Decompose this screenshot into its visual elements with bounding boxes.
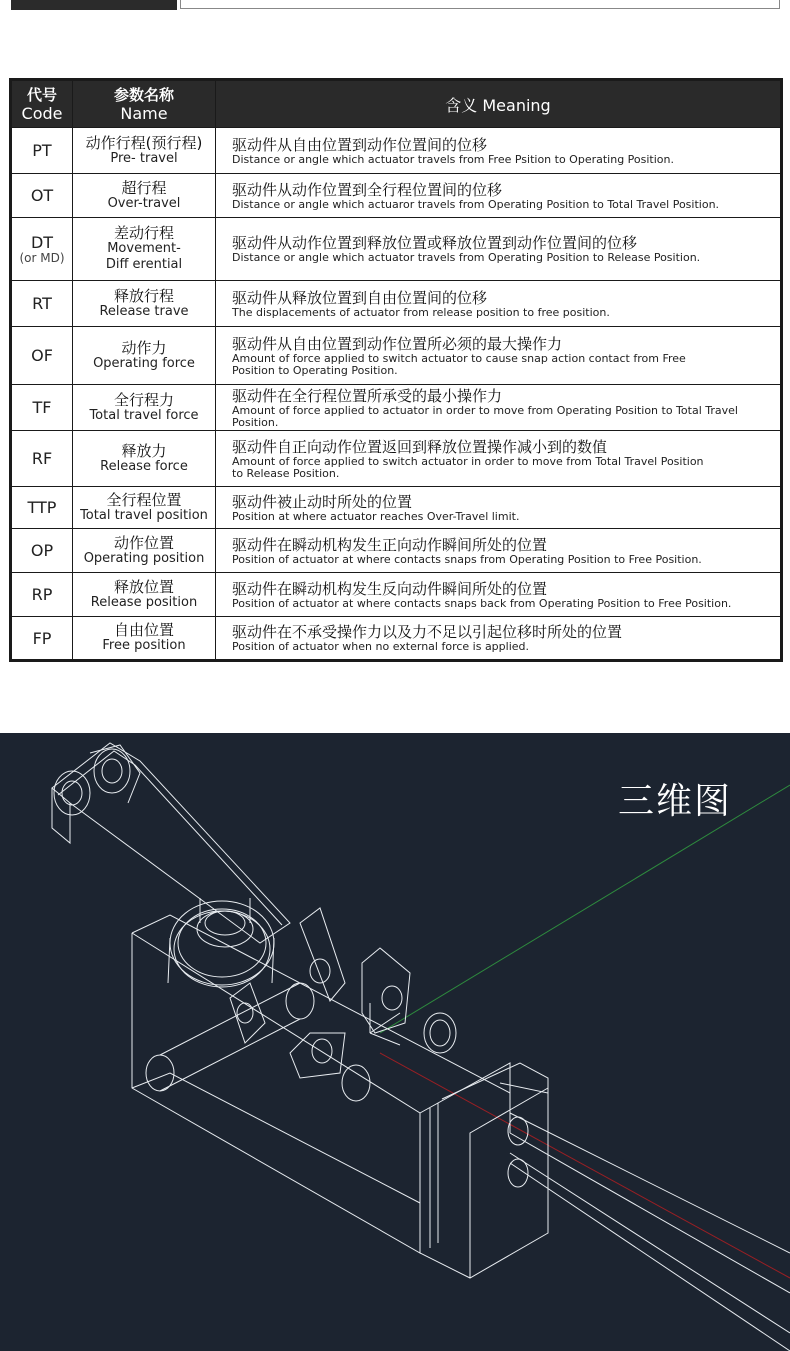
top-search-box <box>180 0 780 9</box>
table-row <box>11 529 782 573</box>
row-meaning-en: Position of actuator at where contacts snaps back from Operating Position to Free Position. <box>232 596 732 610</box>
row-meaning <box>216 431 782 487</box>
row-meaning-zh: 驱动件从自由位置到动作位置所必须的最大操作力 <box>232 334 563 353</box>
row-name-zh: 动作位置 <box>113 533 174 552</box>
row-code-sub: (or MD) <box>19 251 65 265</box>
row-code-text: DT <box>30 233 54 252</box>
table-row <box>11 174 782 218</box>
row-meaning <box>216 174 782 218</box>
row-meaning-en: Amount of force applied to switch actuator to cause snap action contact from Free Position to Operating Position. <box>232 351 686 377</box>
table-row <box>11 218 782 281</box>
row-name-en: Over-travel <box>107 195 181 211</box>
row-code <box>11 487 73 529</box>
row-name-zh: 释放力 <box>121 441 167 460</box>
row-meaning <box>216 218 782 281</box>
row-name-en: Total travel force <box>89 407 199 423</box>
row-code-text: TF <box>32 398 52 417</box>
row-code <box>11 529 73 573</box>
row-meaning-en: The displacements of actuator from release position to free position. <box>232 305 610 319</box>
cad-3d-view <box>0 733 790 1351</box>
row-meaning-en: Amount of force applied to actuator in order to move from Operating Position to Total Travel Position. <box>232 403 738 429</box>
row-meaning-zh: 驱动件在全行程位置所承受的最小操作力 <box>232 386 503 405</box>
row-name <box>73 174 216 218</box>
row-name <box>73 128 216 174</box>
row-code-text: OP <box>30 541 54 560</box>
header-code <box>11 80 73 128</box>
row-code <box>11 573 73 617</box>
table-row <box>11 281 782 327</box>
table-row <box>11 487 782 529</box>
row-meaning-en: Position of actuator when no external force is applied. <box>232 640 530 653</box>
table-row <box>11 617 782 661</box>
row-meaning-zh: 驱动件在不承受操作力以及力不足以引起位移时所处的位置 <box>232 623 623 641</box>
cad-axis-red <box>380 1053 790 1278</box>
row-name-zh: 全行程力 <box>113 390 174 409</box>
row-meaning <box>216 128 782 174</box>
row-code-text: OF <box>31 346 53 365</box>
row-name-zh: 超行程 <box>121 178 167 197</box>
cad-wireframe-lines <box>52 743 790 1351</box>
row-meaning-en: Position of actuator at where contacts snaps from Operating Position to Free Position. <box>232 552 702 566</box>
parameter-table <box>9 78 783 662</box>
cad-title: 三维图 <box>618 781 733 822</box>
row-name-en: Operating force <box>93 355 195 371</box>
row-name-en: Release trave <box>99 303 189 319</box>
row-meaning <box>216 487 782 529</box>
header-meaning: 含义 Meaning <box>216 80 782 128</box>
row-code <box>11 431 73 487</box>
row-code-text: RF <box>31 449 53 468</box>
row-meaning-zh: 驱动件被止动时所处的位置 <box>232 492 413 511</box>
top-cropped-strip <box>0 0 790 12</box>
row-code <box>11 218 73 281</box>
table-row <box>11 327 782 385</box>
row-code-text: RP <box>31 585 53 604</box>
row-code <box>11 128 73 174</box>
row-name-zh: 差动行程 <box>113 224 174 242</box>
row-code-text: RT <box>32 294 52 313</box>
row-code-text: TTP <box>27 498 57 517</box>
table-row <box>11 385 782 431</box>
top-dark-tab <box>11 0 177 10</box>
row-meaning-zh: 驱动件从自由位置到动作位置间的位移 <box>232 135 488 154</box>
row-meaning <box>216 573 782 617</box>
row-name-zh: 自由位置 <box>113 621 174 639</box>
row-name-zh: 动作行程(预行程) <box>85 133 203 152</box>
row-meaning-zh: 驱动件从释放位置到自由位置间的位移 <box>232 288 488 307</box>
table-row <box>11 128 782 174</box>
header-name-zh: 参数名称 <box>113 85 174 104</box>
row-name <box>73 327 216 385</box>
row-name <box>73 573 216 617</box>
row-name-zh: 释放行程 <box>113 286 174 305</box>
table-row <box>11 573 782 617</box>
row-meaning-en: Distance or angle which actuator travels from Free Psition to Operating Position. <box>232 152 674 166</box>
row-name <box>73 431 216 487</box>
row-name-zh: 释放位置 <box>113 577 174 596</box>
row-code-text: OT <box>30 186 54 205</box>
row-name <box>73 281 216 327</box>
row-meaning-en: Position at where actuator reaches Over-Travel limit. <box>232 509 520 523</box>
row-name-en: Pre- travel <box>110 150 178 166</box>
cad-wireframe-drawing <box>0 733 790 1351</box>
row-meaning <box>216 281 782 327</box>
row-meaning <box>216 385 782 431</box>
row-name-en: Free position <box>102 638 186 653</box>
table-row <box>11 431 782 487</box>
header-name <box>73 80 216 128</box>
row-meaning-en: Distance or angle which actuator travels from Operating Position to Release Position. <box>232 251 701 264</box>
row-name <box>73 617 216 661</box>
row-meaning <box>216 327 782 385</box>
row-code <box>11 174 73 218</box>
row-name <box>73 218 216 281</box>
row-code <box>11 617 73 661</box>
row-code-text: PT <box>32 141 52 160</box>
row-meaning-en: Amount of force applied to switch actuator in order to move from Total Travel Position to Release Position. <box>232 454 704 480</box>
row-code <box>11 281 73 327</box>
row-code <box>11 327 73 385</box>
row-meaning-en: Distance or angle which actuaror travels from Operating Position to Total Travel Position. <box>232 197 720 211</box>
row-meaning <box>216 617 782 661</box>
row-name <box>73 487 216 529</box>
header-code-en: Code <box>21 103 63 123</box>
row-name-en: Release position <box>90 594 198 610</box>
row-name-en: Operating position <box>83 550 205 566</box>
row-name-zh: 动作力 <box>121 338 167 357</box>
row-name-en: Total travel position <box>80 507 208 523</box>
row-name <box>73 385 216 431</box>
row-meaning-zh: 驱动件从动作位置到全行程位置间的位移 <box>232 180 503 199</box>
row-name <box>73 529 216 573</box>
header-code-zh: 代号 <box>26 85 57 104</box>
row-meaning-zh: 驱动件在瞬动机构发生正向动作瞬间所处的位置 <box>232 535 548 554</box>
row-meaning-zh: 驱动件在瞬动机构发生反向动件瞬间所处的位置 <box>232 579 548 598</box>
row-code-text: FP <box>32 628 52 648</box>
row-name-en: Release force <box>100 458 188 474</box>
row-meaning-zh: 驱动件从动作位置到释放位置或释放位置到动作位置间的位移 <box>232 234 638 252</box>
table-header-row <box>11 80 782 128</box>
row-meaning <box>216 529 782 573</box>
row-name-zh: 全行程位置 <box>106 490 182 509</box>
row-name-en: Movement- Diff erential <box>105 241 183 272</box>
row-code <box>11 385 73 431</box>
header-name-en: Name <box>120 103 168 123</box>
row-meaning-zh: 驱动件自正向动作位置返回到释放位置操作减小到的数值 <box>232 437 608 456</box>
